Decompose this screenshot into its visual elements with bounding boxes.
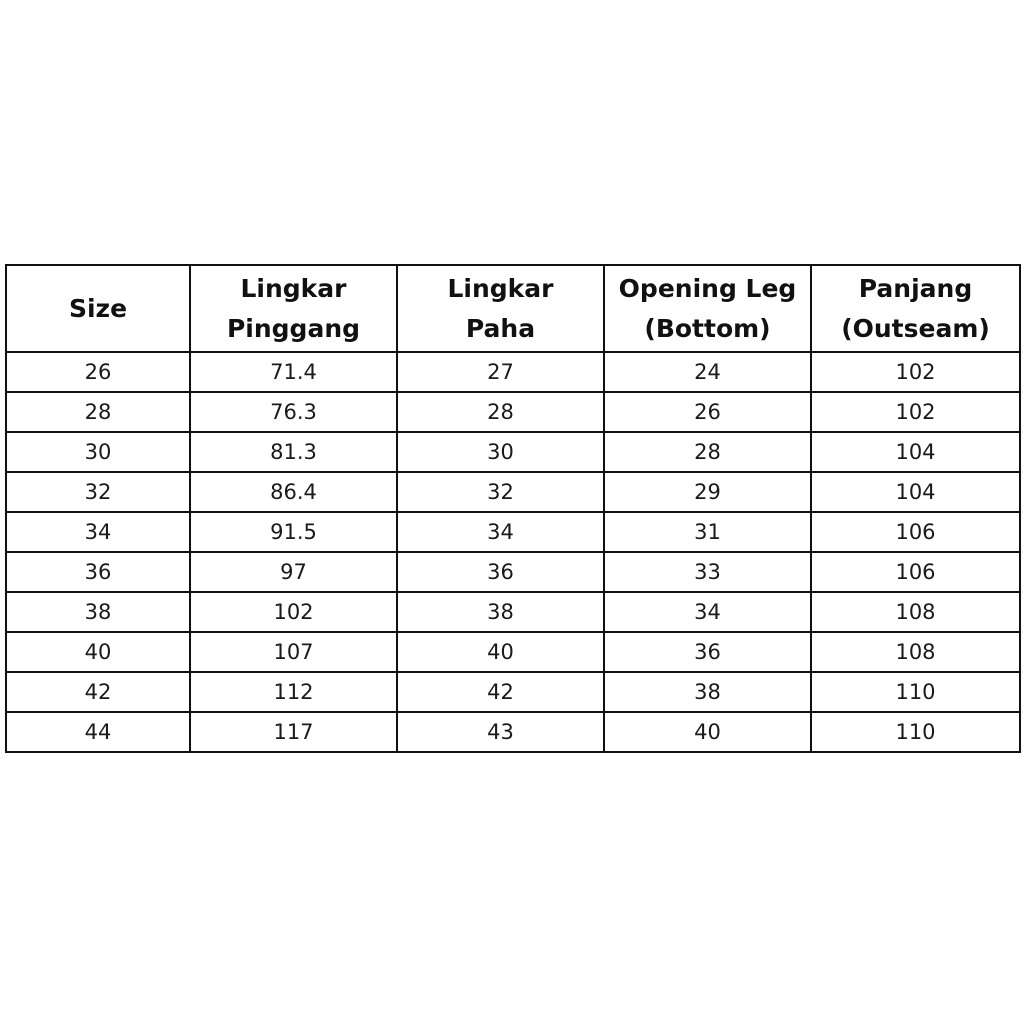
cell-thigh: 34 xyxy=(397,512,604,552)
header-leg-opening-line-1: Opening Leg xyxy=(618,273,797,303)
cell-thigh: 42 xyxy=(397,672,604,712)
cell-length: 106 xyxy=(811,552,1020,592)
cell-waist: 112 xyxy=(190,672,397,712)
cell-thigh: 40 xyxy=(397,632,604,672)
cell-leg-opening: 34 xyxy=(604,592,811,632)
header-waist xyxy=(190,265,397,352)
header-length-line-1: Panjang xyxy=(858,273,973,303)
table-header xyxy=(6,265,1020,352)
table-row xyxy=(6,432,1020,472)
cell-leg-opening: 38 xyxy=(604,672,811,712)
cell-thigh: 32 xyxy=(397,472,604,512)
cell-length: 106 xyxy=(811,512,1020,552)
cell-thigh: 38 xyxy=(397,592,604,632)
cell-thigh: 27 xyxy=(397,352,604,392)
header-thigh xyxy=(397,265,604,352)
cell-size: 38 xyxy=(6,592,190,632)
cell-size: 26 xyxy=(6,352,190,392)
cell-waist: 71.4 xyxy=(190,352,397,392)
cell-size: 42 xyxy=(6,672,190,712)
cell-waist: 107 xyxy=(190,632,397,672)
table-row xyxy=(6,512,1020,552)
cell-size: 28 xyxy=(6,392,190,432)
cell-leg-opening: 31 xyxy=(604,512,811,552)
cell-waist: 117 xyxy=(190,712,397,752)
header-size-line-1: Size xyxy=(68,293,128,323)
table-body xyxy=(6,352,1020,752)
header-leg-opening-line-2: (Bottom) xyxy=(644,313,771,343)
cell-length: 110 xyxy=(811,672,1020,712)
header-leg-opening xyxy=(604,265,811,352)
header-size xyxy=(6,265,190,352)
cell-thigh: 30 xyxy=(397,432,604,472)
table-row xyxy=(6,632,1020,672)
cell-length: 108 xyxy=(811,632,1020,672)
cell-waist: 91.5 xyxy=(190,512,397,552)
cell-size: 36 xyxy=(6,552,190,592)
cell-size: 34 xyxy=(6,512,190,552)
cell-leg-opening: 29 xyxy=(604,472,811,512)
table-row xyxy=(6,392,1020,432)
cell-leg-opening: 36 xyxy=(604,632,811,672)
cell-size: 44 xyxy=(6,712,190,752)
cell-leg-opening: 28 xyxy=(604,432,811,472)
table-row xyxy=(6,352,1020,392)
header-thigh-line-2: Paha xyxy=(465,313,536,343)
header-waist-line-1: Lingkar xyxy=(240,273,347,303)
cell-length: 102 xyxy=(811,352,1020,392)
cell-leg-opening: 26 xyxy=(604,392,811,432)
cell-size: 30 xyxy=(6,432,190,472)
cell-thigh: 43 xyxy=(397,712,604,752)
header-thigh-line-1: Lingkar xyxy=(447,273,554,303)
cell-length: 104 xyxy=(811,472,1020,512)
cell-size: 40 xyxy=(6,632,190,672)
cell-length: 110 xyxy=(811,712,1020,752)
cell-size: 32 xyxy=(6,472,190,512)
header-length-line-2: (Outseam) xyxy=(841,313,990,343)
cell-waist: 81.3 xyxy=(190,432,397,472)
header-waist-line-2: Pinggang xyxy=(226,313,361,343)
header-row xyxy=(6,265,1020,352)
cell-waist: 97 xyxy=(190,552,397,592)
header-length xyxy=(811,265,1020,352)
cell-length: 108 xyxy=(811,592,1020,632)
size-chart-table xyxy=(5,264,1021,753)
cell-leg-opening: 33 xyxy=(604,552,811,592)
cell-waist: 86.4 xyxy=(190,472,397,512)
table-row xyxy=(6,712,1020,752)
cell-length: 102 xyxy=(811,392,1020,432)
cell-leg-opening: 24 xyxy=(604,352,811,392)
table-row xyxy=(6,552,1020,592)
cell-leg-opening: 40 xyxy=(604,712,811,752)
cell-thigh: 36 xyxy=(397,552,604,592)
cell-thigh: 28 xyxy=(397,392,604,432)
cell-waist: 76.3 xyxy=(190,392,397,432)
cell-length: 104 xyxy=(811,432,1020,472)
table-row xyxy=(6,592,1020,632)
table-row xyxy=(6,672,1020,712)
cell-waist: 102 xyxy=(190,592,397,632)
table-row xyxy=(6,472,1020,512)
